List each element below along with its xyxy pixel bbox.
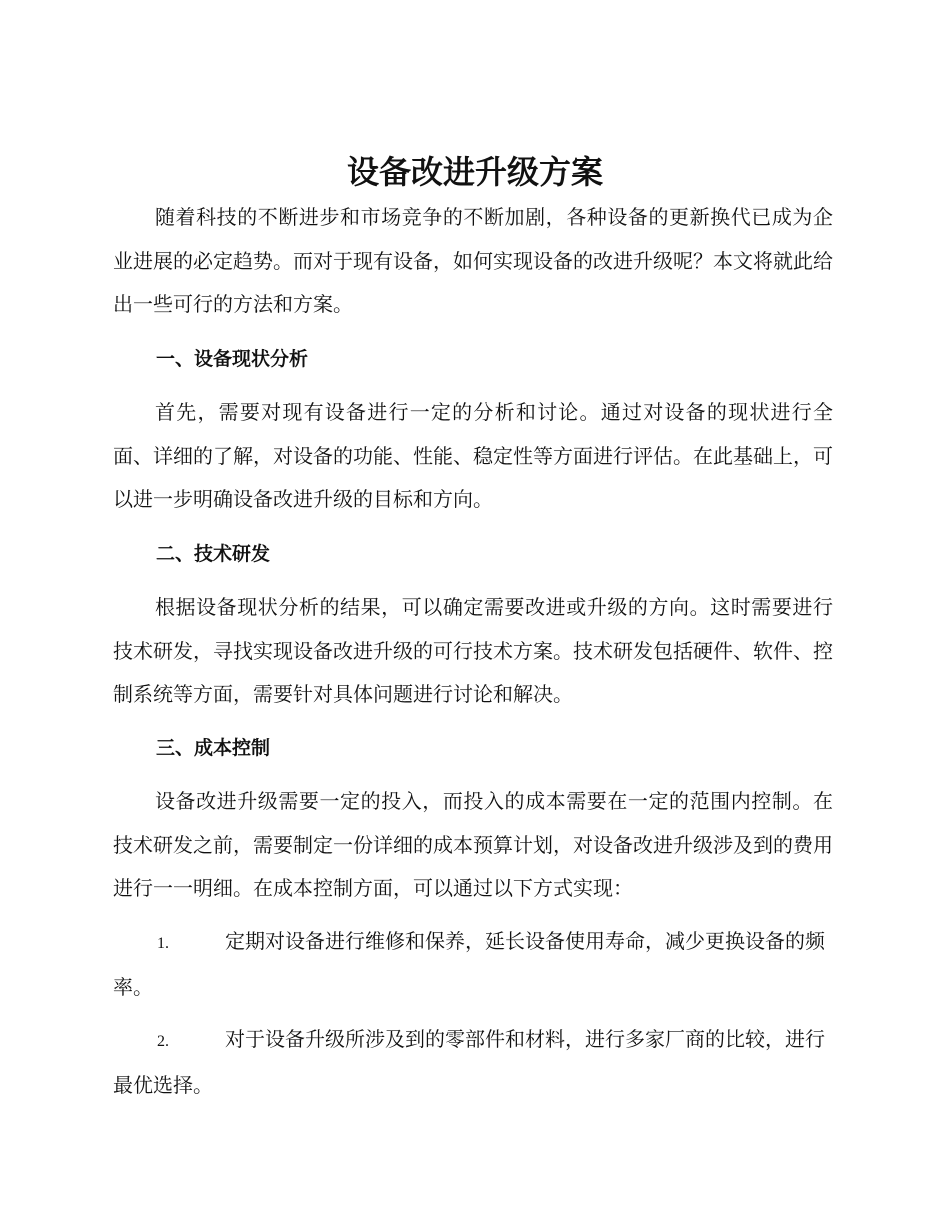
- list-item-text: 对于设备升级所涉及到的零部件和材料，进行多家厂商的比较，进行最优选择。: [113, 1027, 825, 1097]
- section-body-cost-control: 设备改进升级需要一定的投入，而投入的成本需要在一定的范围内控制。在技术研发之前，需要制定一份详细的成本预算计划，对设备改进升级涉及到的费用进行一一明细。在成本控制方面，可以通过以下方式实现：: [113, 789, 833, 900]
- section-body-status-analysis: 首先，需要对现有设备进行一定的分析和讨论。通过对设备的现状进行全面、详细的了解，对设备的功能、性能、稳定性等方面进行评估。在此基础上，可以进一步明确设备改进升级的目标和方向。: [113, 400, 833, 511]
- list-item-number: 1.: [157, 935, 169, 952]
- list-item-text: 定期对设备进行维修和保养，延长设备使用寿命，减少更换设备的频率。: [113, 929, 825, 999]
- list-item: [113, 1018, 833, 1107]
- section-heading-tech-rd: 二、技术研发: [156, 543, 271, 565]
- section-body-tech-rd: 根据设备现状分析的结果，可以确定需要改进或升级的方向。这时需要进行技术研发，寻找实现设备改进升级的可行技术方案。技术研发包括硬件、软件、控制系统等方面，需要针对具体问题进行讨论和解决。: [113, 595, 833, 706]
- list-item: [113, 920, 833, 1009]
- document-title: 设备改进升级方案: [346, 153, 603, 191]
- section-heading-cost-control: 三、成本控制: [156, 737, 271, 759]
- list-item-number: 2.: [157, 1033, 169, 1050]
- intro-paragraph: 随着科技的不断进步和市场竞争的不断加剧，各种设备的更新换代已成为企业进展的必定趋势。而对于现有设备，如何实现设备的改进升级呢？本文将就此给出一些可行的方法和方案。: [113, 205, 833, 316]
- section-heading-status-analysis: 一、设备现状分析: [156, 348, 309, 370]
